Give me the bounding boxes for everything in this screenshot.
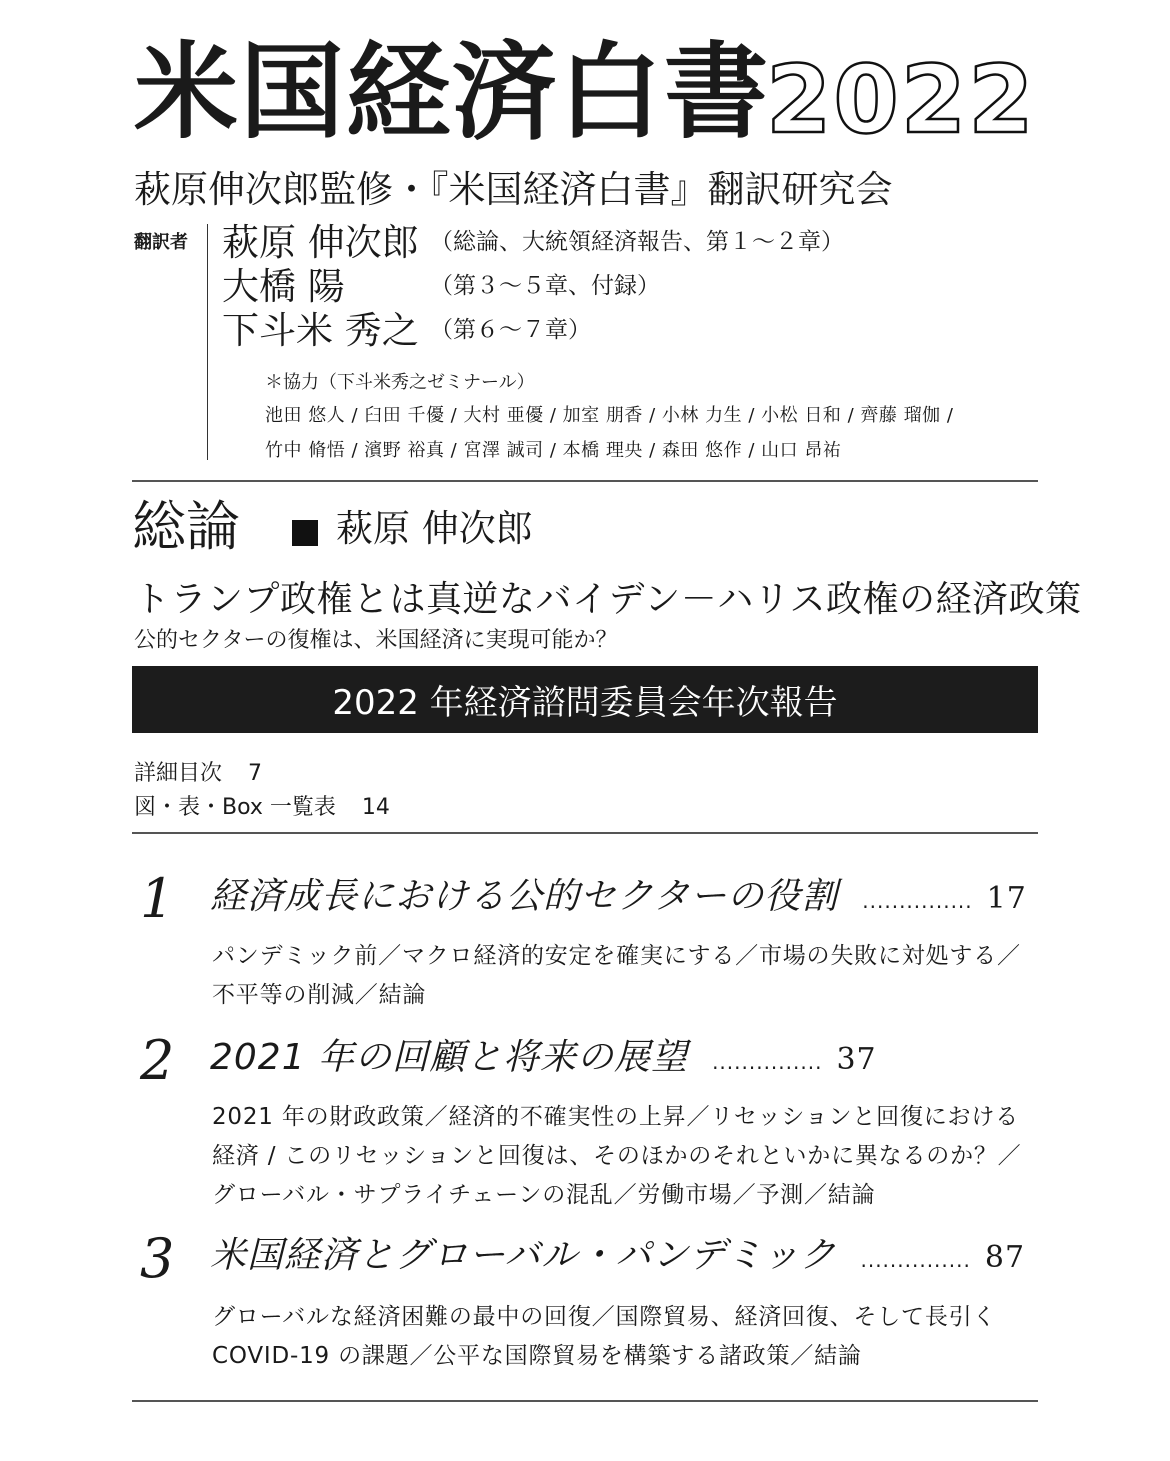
toc-entry-label: 図・表・Box 一覧表 xyxy=(134,795,336,820)
book-year: 2022 xyxy=(766,46,1036,155)
cooperation-note: ＊協力（下斗米秀之ゼミナール） xyxy=(265,372,535,393)
chapter-description: グローバルな経済困難の最中の回復／国際貿易、経済回復、そして長引く COVID-19 の課題／公平な国際貿易を構築する諸政策／結論 xyxy=(212,1304,997,1369)
chapter-title[interactable] xyxy=(210,877,1027,917)
translator-parts: （総論、大統領経済報告、第１～２章） xyxy=(430,229,844,255)
report-banner-text: 2022 年経済諮問委員会年次報告 xyxy=(332,683,838,723)
toc-entry-label: 詳細目次 xyxy=(134,761,223,786)
toc-entry[interactable] xyxy=(134,756,262,787)
toc-entry-page: 14 xyxy=(361,795,390,820)
square-bullet-icon xyxy=(292,520,318,546)
chapter-title-text: 2021 年の回顧と将来の展望 xyxy=(210,1037,689,1078)
toc-entry[interactable] xyxy=(134,790,390,821)
translator-name: 萩原 伸次郎 xyxy=(222,221,419,264)
intro-title: トランプ政権とは真逆なバイデン－ハリス政権の経済政策 xyxy=(134,579,1082,620)
chapter-title-text: 経済成長における公的セクターの役割 xyxy=(210,876,839,917)
chapter-description: 2021 年の財政政策／経済的不確実性の上昇／リセッションと回復における経済 / このリセッションと回復は、そのほかのそれといかに異なるのか？／グローバル・サプライチェーンの混乱／労働市場／予測／結論 xyxy=(212,1104,1022,1208)
chapter-page: 17 xyxy=(986,881,1027,916)
report-banner xyxy=(132,666,1038,733)
chapter-page: 37 xyxy=(836,1042,877,1077)
divider xyxy=(132,480,1038,482)
intro-heading: 総論 xyxy=(132,495,240,558)
seminar-members: 池田 悠人 / 臼田 千優 / 大村 亜優 / 加室 朋香 / 小林 力生 / 小松 日和 / 齊藤 瑠伽 / xyxy=(265,405,954,426)
translator-name: 大橋 陽 xyxy=(222,265,345,308)
leader-dots: ............... xyxy=(862,889,973,913)
leader-dots: ............... xyxy=(860,1248,971,1272)
translator-name: 下斗米 秀之 xyxy=(222,309,419,352)
toc-entry-page: 7 xyxy=(248,761,263,786)
chapter-title[interactable] xyxy=(210,1038,877,1078)
chapter-title[interactable] xyxy=(210,1236,1025,1276)
divider xyxy=(132,832,1038,834)
translator-parts: （第３～５章、付録） xyxy=(430,273,660,299)
translator-parts: （第６～７章） xyxy=(430,317,591,343)
intro-author: 萩原 伸次郎 xyxy=(336,507,533,550)
supervisor-line: 萩原伸次郎監修・『米国経済白書』翻訳研究会 xyxy=(134,168,893,211)
seminar-members: 竹中 脩悟 / 濱野 裕真 / 宮澤 誠司 / 本橋 理央 / 森田 悠作 / 山口 昂祐 xyxy=(265,440,842,461)
translators-label: 翻訳者 xyxy=(134,232,188,253)
book-title: 米国経済白書 xyxy=(134,31,771,153)
chapter-number: 2 xyxy=(140,1029,175,1092)
chapter-page: 87 xyxy=(984,1240,1026,1275)
leader-dots: ............... xyxy=(712,1050,823,1074)
chapter-number: 3 xyxy=(140,1227,175,1290)
chapter-description: パンデミック前／マクロ経済的安定を確実にする／市場の失敗に対処する／不平等の削減／結論 xyxy=(212,943,1021,1008)
chapter-title-text: 米国経済とグローバル・パンデミック xyxy=(210,1235,837,1276)
translators-divider xyxy=(207,224,208,460)
intro-subtitle: 公的セクターの復権は、米国経済に実現可能か？ xyxy=(134,628,618,653)
chapter-number: 1 xyxy=(140,867,175,930)
divider xyxy=(132,1400,1038,1402)
